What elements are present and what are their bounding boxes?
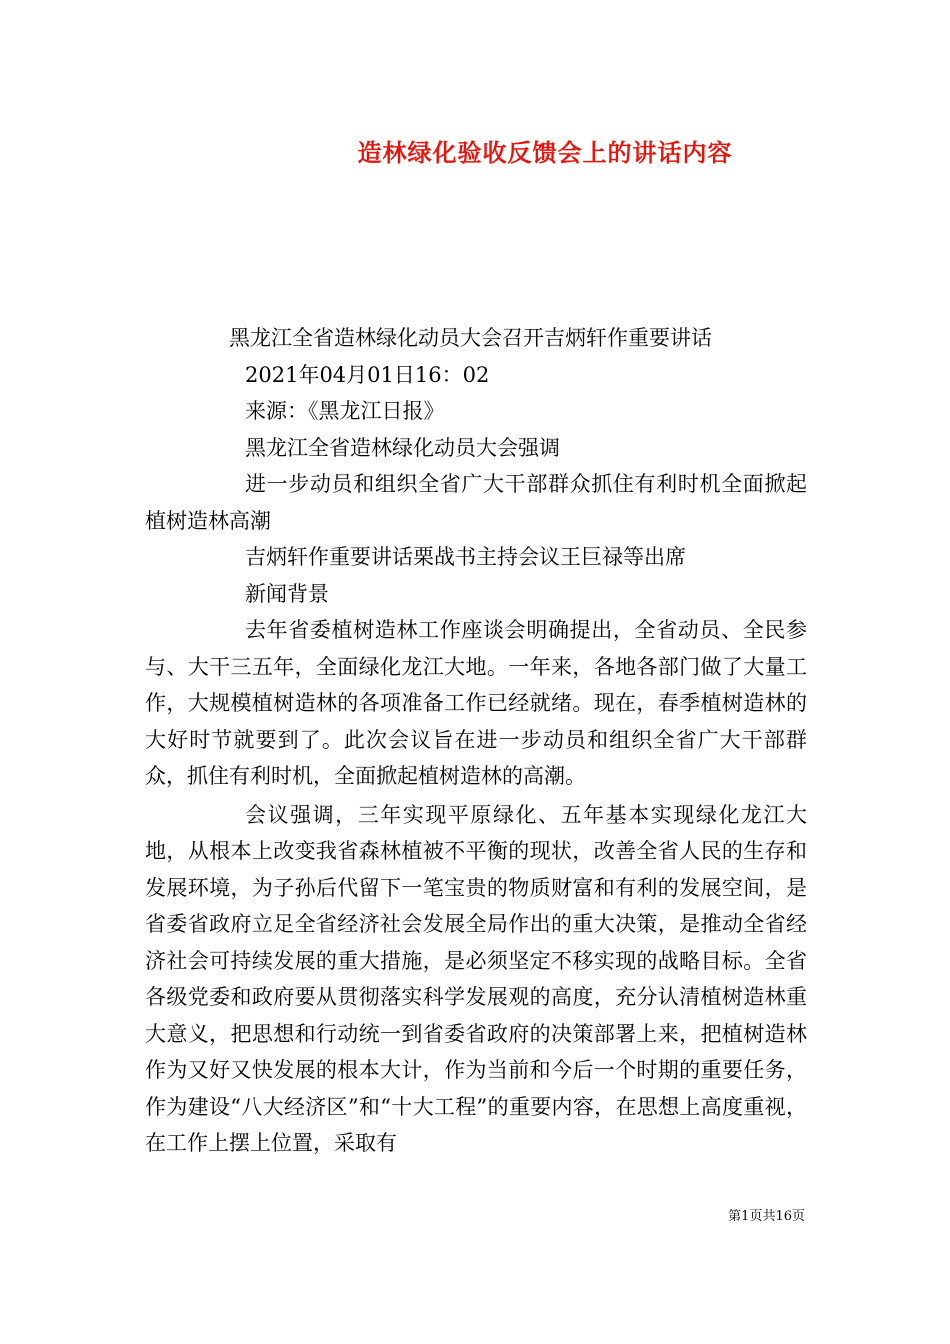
subhead-3: 吉炳轩作重要讲话栗战书主持会议王巨禄等出席: [245, 545, 686, 569]
page-footer: 第1页共16页: [728, 1209, 805, 1224]
document-body: [145, 320, 807, 1162]
headline: 黑龙江全省造林绿化动员大会召开吉炳轩作重要讲话: [229, 326, 712, 350]
source-line: 来源：《黑龙江日报》: [245, 399, 445, 423]
section-label: 新闻背景: [245, 581, 329, 606]
document-title: 造林绿化验收反馈会上的讲话内容: [357, 139, 733, 167]
datetime: 2021年04月01日16：02: [245, 362, 490, 387]
paragraph: 去年省委植树造林工作座谈会明确提出，全省动员、全民参与、大干三五年，全面绿化龙江大地。一年来，各地各部门做了大量工作，大规模植树造林的各项准备工作已经就绪。现在，春季植树造林的大好时节就要到了。此次会议旨在进一步动员和组织全省广大干部群众，抓住有利时机，全面掀起植树造林的高潮。: [145, 618, 807, 788]
subhead-1: 黑龙江全省造林绿化动员大会强调: [245, 435, 560, 460]
subhead-2: 进一步动员和组织全省广大干部群众抓住有利时机全面掀起植树造林高潮: [145, 472, 807, 533]
paragraph: 会议强调，三年实现平原绿化、五年基本实现绿化龙江大地，从根本上改变我省森林植被不平衡的现状，改善全省人民的生存和发展环境，为子孙后代留下一笔宝贵的物质财富和有利的发展空间，是省委省政府立足全省经济社会发展全局作出的重大决策，是推动全省经济社会可持续发展的重大措施，是必须坚定不移实现的战略目标。全省各级党委和政府要从贯彻落实科学发展观的高度，充分认清植树造林重大意义，把思想和行动统一到省委省政府的决策部署上来，把植树造林作为又好又快发展的根本大计，作为当前和今后一个时期的重要任务，作为建设“八大经济区”和“十大工程”的重要内容，在思想上高度重视，在工作上摆上位置，采取有: [145, 802, 807, 1155]
